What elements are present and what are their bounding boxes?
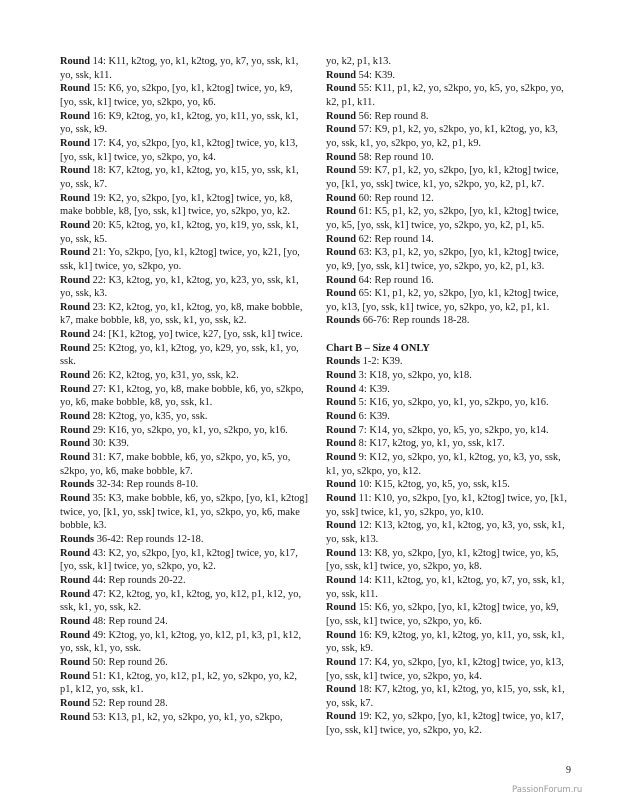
instruction-paragraph <box>60 492 308 533</box>
round-text: 3: K18, yo, s2kpo, yo, k18. <box>356 370 472 382</box>
round-label: Round <box>326 547 357 559</box>
round-text: 61: K5, p1, k2, yo, s2kpo, [yo, k1, k2tog] twice, yo, k5, [yo, ssk, k1] twice, yo, s2kpo, yo, k2, p1, k5. <box>326 206 559 231</box>
round-text: 28: K2tog, yo, k35, yo, ssk. <box>90 411 208 423</box>
round-label: Round <box>326 165 357 177</box>
round-text: 52: Rep round 28. <box>90 697 168 709</box>
round-text: 4: K39. <box>356 383 390 395</box>
instruction-paragraph <box>60 219 308 246</box>
instruction-paragraph <box>326 151 572 165</box>
round-text: 6: K39. <box>356 411 390 423</box>
round-text: 57: K9, p1, k2, yo, s2kpo, yo, k1, k2tog, yo, k3, yo, ssk, k1, yo, s2kpo, yo, k2, p1, k9. <box>326 124 558 149</box>
instruction-paragraph <box>326 164 572 191</box>
round-text: 19: K2, yo, s2kpo, [yo, k1, k2tog] twice, yo, k17, [yo, ssk, k1] twice, yo, s2kpo, yo, k2. <box>326 711 564 737</box>
round-text: 20: K5, k2tog, yo, k1, k2tog, yo, k19, yo, ssk, k1, yo, ssk, k5. <box>60 219 299 245</box>
round-label: Round <box>60 493 91 504</box>
instruction-paragraph <box>60 588 308 615</box>
round-text: 66-76: Rep rounds 18-28. <box>360 315 470 327</box>
round-text: 14: K11, k2tog, yo, k1, k2tog, yo, k7, yo, ssk, k1, yo, ssk, k11. <box>60 56 299 81</box>
round-text: 30: K39. <box>90 438 130 450</box>
round-label: Rounds <box>60 479 95 491</box>
round-text: 43: K2, yo, s2kpo, [yo, k1, k2tog] twice, yo, k17, [yo, ssk, k1] twice, yo, s2kpo, yo, k2. <box>60 547 298 573</box>
round-label: Round <box>60 656 91 668</box>
instruction-paragraph <box>326 629 572 656</box>
instruction-paragraph <box>326 69 572 83</box>
round-label: Round <box>326 452 357 464</box>
round-label: Round <box>60 547 91 559</box>
round-text: 60: Rep round 12. <box>356 192 434 204</box>
instruction-paragraph <box>326 396 572 410</box>
round-text: 63: K3, p1, k2, yo, s2kpo, [yo, k1, k2tog] twice, yo, k9, [yo, ssk, k1] twice, yo, s2kpo, yo, k2, p1, k3. <box>326 247 559 272</box>
round-text: 36-42: Rep rounds 12-18. <box>94 533 204 545</box>
instruction-paragraph <box>326 110 572 124</box>
instruction-paragraph <box>326 82 572 109</box>
round-label: Round <box>60 697 91 709</box>
round-text: 53: K13, p1, k2, yo, s2kpo, yo, k1, yo, s2kpo, <box>90 711 283 723</box>
round-text: 18: K7, k2tog, yo, k1, k2tog, yo, k15, yo, ssk, k1, yo, ssk, k7. <box>326 684 565 709</box>
round-label: Round <box>60 615 91 627</box>
instruction-paragraph <box>326 683 572 710</box>
round-text: 47: K2, k2tog, yo, k1, k2tog, yo, k12, p1, k12, yo, ssk, k1, yo, ssk, k2. <box>60 588 302 614</box>
round-label: Round <box>326 424 357 436</box>
instruction-paragraph <box>60 629 308 656</box>
instruction-paragraph <box>60 656 308 670</box>
round-label: Round <box>60 110 91 122</box>
round-label: Round <box>326 370 357 382</box>
round-label: Round <box>326 438 357 450</box>
instruction-paragraph <box>60 697 308 711</box>
instruction-paragraph <box>60 410 308 424</box>
instruction-paragraph <box>326 123 572 150</box>
round-text: 15: K6, yo, s2kpo, [yo, k1, k2tog] twice, yo, k9, [yo, ssk, k1] twice, yo, s2kpo, yo, k6. <box>60 83 293 108</box>
instruction-paragraph <box>60 424 308 438</box>
instruction-paragraph <box>60 246 308 273</box>
round-text: 29: K16, yo, s2kpo, yo, k1, yo, s2kpo, yo, k16. <box>90 424 288 436</box>
instruction-paragraph <box>60 328 308 342</box>
round-label: Round <box>326 288 357 300</box>
instruction-paragraph <box>326 601 572 628</box>
round-label: Round <box>60 452 91 464</box>
round-label: Round <box>326 383 357 395</box>
round-label: Round <box>326 602 357 614</box>
instruction-paragraph <box>60 574 308 588</box>
instruction-paragraph <box>326 55 572 69</box>
round-label: Round <box>326 656 357 668</box>
round-label: Round <box>60 629 91 641</box>
round-text: 50: Rep round 26. <box>90 656 168 668</box>
round-label: Round <box>326 192 357 204</box>
chart-b-instructions <box>326 355 572 737</box>
round-text: 64: Rep round 16. <box>356 274 434 286</box>
instruction-paragraph <box>326 383 572 397</box>
round-label: Round <box>60 424 91 436</box>
instruction-paragraph <box>60 55 308 82</box>
round-label: Round <box>60 383 91 395</box>
round-label: Round <box>326 233 357 245</box>
round-text: 18: K7, k2tog, yo, k1, k2tog, yo, k15, yo, ssk, k1, yo, ssk, k7. <box>60 165 299 190</box>
round-label: Round <box>60 342 91 354</box>
round-text: 21: Yo, s2kpo, [yo, k1, k2tog] twice, yo, k21, [yo, ssk, k1] twice, yo, s2kpo, yo. <box>60 247 300 272</box>
round-text: 49: K2tog, yo, k1, k2tog, yo, k12, p1, k3, p1, k12, yo, ssk, k1, yo, ssk. <box>60 629 302 655</box>
round-label: Round <box>326 83 357 95</box>
round-label: Round <box>326 124 357 136</box>
round-text: 9: K12, yo, s2kpo, yo, k1, k2tog, yo, k3, yo, ssk, k1, yo, s2kpo, yo, k12. <box>326 452 561 477</box>
round-text: 65: K1, p1, k2, yo, s2kpo, [yo, k1, k2tog] twice, yo, k13, [yo, ssk, k1] twice, yo, s2kpo, yo, k2, p1, k1. <box>326 288 559 313</box>
round-text: 26: K2, k2tog, yo, k31, yo, ssk, k2. <box>90 370 239 382</box>
instruction-paragraph <box>326 233 572 247</box>
round-label: Round <box>326 711 357 723</box>
round-text: 24: [K1, k2tog, yo] twice, k27, [yo, ssk, k1] twice. <box>90 329 303 341</box>
instruction-paragraph <box>326 424 572 438</box>
round-text: 1-2: K39. <box>360 356 403 368</box>
instruction-paragraph <box>60 615 308 629</box>
instruction-paragraph <box>60 110 308 137</box>
instruction-paragraph <box>326 410 572 424</box>
instruction-paragraph <box>60 478 308 492</box>
round-text: 16: K9, k2tog, yo, k1, k2tog, yo, k11, yo, ssk, k1, yo, ssk, k9. <box>60 110 299 136</box>
round-label: Round <box>60 670 91 682</box>
round-text: 14: K11, k2tog, yo, k1, k2tog, yo, k7, yo, ssk, k1, yo, ssk, k11. <box>326 574 565 600</box>
round-label: Round <box>60 219 91 231</box>
round-label: Round <box>326 206 357 218</box>
round-text: 59: K7, p1, k2, yo, s2kpo, [yo, k1, k2tog] twice, yo, [k1, yo, ssk] twice, k1, yo, s2kpo, yo, k2, p1, k7. <box>326 165 559 190</box>
round-text: 19: K2, yo, s2kpo, [yo, k1, k2tog] twice, yo, k8, make bobble, k8, [yo, ssk, k1] twice, yo, s2kpo, yo, k2. <box>60 192 293 218</box>
instruction-paragraph <box>60 383 308 410</box>
round-text: 11: K10, yo, s2kpo, [yo, k1, k2tog] twice, yo, [k1, yo, ssk] twice, k1, yo, s2kpo, yo, k10. <box>326 492 567 518</box>
chart-b-heading: Chart B – Size 4 ONLY <box>326 342 430 354</box>
instruction-paragraph <box>60 711 308 725</box>
round-label: Round <box>60 411 91 423</box>
instruction-paragraph <box>60 164 308 191</box>
round-text: 7: K14, yo, s2kpo, yo, k5, yo, s2kpo, yo, k14. <box>356 424 549 436</box>
round-label: Round <box>326 492 357 504</box>
round-label: Round <box>60 301 91 313</box>
round-text: yo, k2, p1, k13. <box>326 56 391 67</box>
round-text: 62: Rep round 14. <box>356 233 434 245</box>
round-label: Round <box>326 110 357 122</box>
round-label: Round <box>326 629 357 641</box>
round-label: Round <box>60 247 91 259</box>
round-label: Round <box>60 711 91 723</box>
round-text: 13: K8, yo, s2kpo, [yo, k1, k2tog] twice, yo, k5, [yo, ssk, k1] twice, yo, s2kpo, yo, k8. <box>326 547 559 573</box>
round-text: 55: K11, p1, k2, yo, s2kpo, yo, k5, yo, s2kpo, yo, k2, p1, k11. <box>326 83 564 108</box>
round-text: 31: K7, make bobble, k6, yo, s2kpo, yo, k5, yo, s2kpo, yo, k6, make bobble, k7. <box>60 452 291 477</box>
instruction-paragraph <box>326 519 572 546</box>
instruction-paragraph <box>326 710 572 737</box>
round-label: Round <box>60 165 91 177</box>
instruction-paragraph <box>60 533 308 547</box>
round-label: Round <box>326 274 357 286</box>
round-text: 22: K3, k2tog, yo, k1, k2tog, yo, k23, yo, ssk, k1, yo, ssk, k3. <box>60 274 299 300</box>
round-text: 44: Rep rounds 20-22. <box>90 574 186 586</box>
round-label: Round <box>326 574 357 586</box>
round-label: Round <box>60 329 91 341</box>
round-label: Round <box>326 247 357 259</box>
instruction-paragraph <box>326 478 572 492</box>
round-text: 25: K2tog, yo, k1, k2tog, yo, k29, yo, ssk, k1, yo, ssk. <box>60 342 299 368</box>
instruction-paragraph <box>326 274 572 288</box>
instruction-paragraph <box>60 670 308 697</box>
round-text: 5: K16, yo, s2kpo, yo, k1, yo, s2kpo, yo, k16. <box>356 397 549 409</box>
round-label: Round <box>60 370 91 382</box>
instruction-paragraph <box>326 314 572 328</box>
instruction-paragraph <box>60 192 308 219</box>
instruction-paragraph <box>326 192 572 206</box>
round-text: 58: Rep round 10. <box>356 151 434 163</box>
instruction-paragraph <box>326 574 572 601</box>
instruction-paragraph <box>60 342 308 369</box>
instruction-paragraph <box>326 492 572 519</box>
round-label: Round <box>60 56 91 67</box>
section-spacer <box>326 328 572 342</box>
round-label: Round <box>326 69 357 81</box>
instruction-paragraph <box>326 205 572 232</box>
chart-a-continued <box>326 55 572 328</box>
round-text: 56: Rep round 8. <box>356 110 429 122</box>
round-label: Round <box>60 137 91 149</box>
round-label: Rounds <box>326 356 361 368</box>
watermark: PassionForum.ru <box>512 785 583 795</box>
instruction-paragraph <box>326 451 572 478</box>
round-label: Round <box>326 520 357 532</box>
round-text: 8: K17, k2tog, yo, k1, yo, ssk, k17. <box>356 438 505 450</box>
round-text: 48: Rep round 24. <box>90 615 168 627</box>
instruction-paragraph <box>60 274 308 301</box>
round-label: Round <box>326 411 357 423</box>
round-text: 35: K3, make bobble, k6, yo, s2kpo, [yo, k1, k2tog] twice, yo, [k1, yo, ssk] twice, k1, yo, s2kpo, yo, k6, make bobble, k3. <box>60 493 308 532</box>
round-text: 10: K15, k2tog, yo, k5, yo, ssk, k15. <box>356 479 510 491</box>
round-label: Rounds <box>60 533 95 545</box>
round-label: Round <box>60 588 91 600</box>
instruction-paragraph <box>60 369 308 383</box>
instruction-paragraph <box>326 355 572 369</box>
round-label: Round <box>326 151 357 163</box>
instruction-paragraph <box>60 301 308 328</box>
round-label: Round <box>60 274 91 286</box>
round-label: Round <box>326 684 357 696</box>
instruction-paragraph <box>60 82 308 109</box>
round-text: 17: K4, yo, s2kpo, [yo, k1, k2tog] twice, yo, k13, [yo, ssk, k1] twice, yo, s2kpo, yo, k4. <box>60 137 298 163</box>
round-text: 51: K1, k2tog, yo, k12, p1, k2, yo, s2kpo, yo, k2, p1, k12, yo, ssk, k1. <box>60 670 297 696</box>
round-label: Round <box>60 438 91 450</box>
round-label: Round <box>326 397 357 409</box>
instruction-paragraph <box>60 137 308 164</box>
round-text: 54: K39. <box>356 69 396 81</box>
right-column <box>326 55 572 738</box>
instruction-paragraph <box>60 547 308 574</box>
instruction-paragraph <box>326 656 572 683</box>
round-label: Round <box>326 479 357 491</box>
instruction-paragraph <box>326 437 572 451</box>
instruction-paragraph <box>326 369 572 383</box>
instruction-paragraph <box>326 547 572 574</box>
instruction-paragraph <box>326 287 572 314</box>
round-label: Rounds <box>326 315 361 327</box>
round-text: 23: K2, k2tog, yo, k1, k2tog, yo, k8, make bobble, k7, make bobble, k8, yo, ssk, k1, yo, ssk, k2. <box>60 301 303 327</box>
round-text: 12: K13, k2tog, yo, k1, k2tog, yo, k3, yo, ssk, k1, yo, ssk, k13. <box>326 520 565 545</box>
round-text: 32-34: Rep rounds 8-10. <box>94 479 199 491</box>
round-label: Round <box>60 192 91 204</box>
round-text: 17: K4, yo, s2kpo, [yo, k1, k2tog] twice, yo, k13, [yo, ssk, k1] twice, yo, s2kpo, yo, k4. <box>326 656 564 682</box>
round-label: Round <box>60 574 91 586</box>
round-text: 16: K9, k2tog, yo, k1, k2tog, yo, k11, yo, ssk, k1, yo, ssk, k9. <box>326 629 565 655</box>
page-number: 9 <box>566 765 571 776</box>
round-label: Round <box>60 83 91 95</box>
instruction-paragraph <box>60 451 308 478</box>
left-column <box>60 55 308 724</box>
instruction-paragraph <box>326 246 572 273</box>
instruction-paragraph <box>60 437 308 451</box>
round-text: 15: K6, yo, s2kpo, [yo, k1, k2tog] twice, yo, k9, [yo, ssk, k1] twice, yo, s2kpo, yo, k6. <box>326 602 559 627</box>
round-text: 27: K1, k2tog, yo, k8, make bobble, k6, yo, s2kpo, yo, k6, make bobble, k8, yo, ssk, k1. <box>60 383 304 409</box>
